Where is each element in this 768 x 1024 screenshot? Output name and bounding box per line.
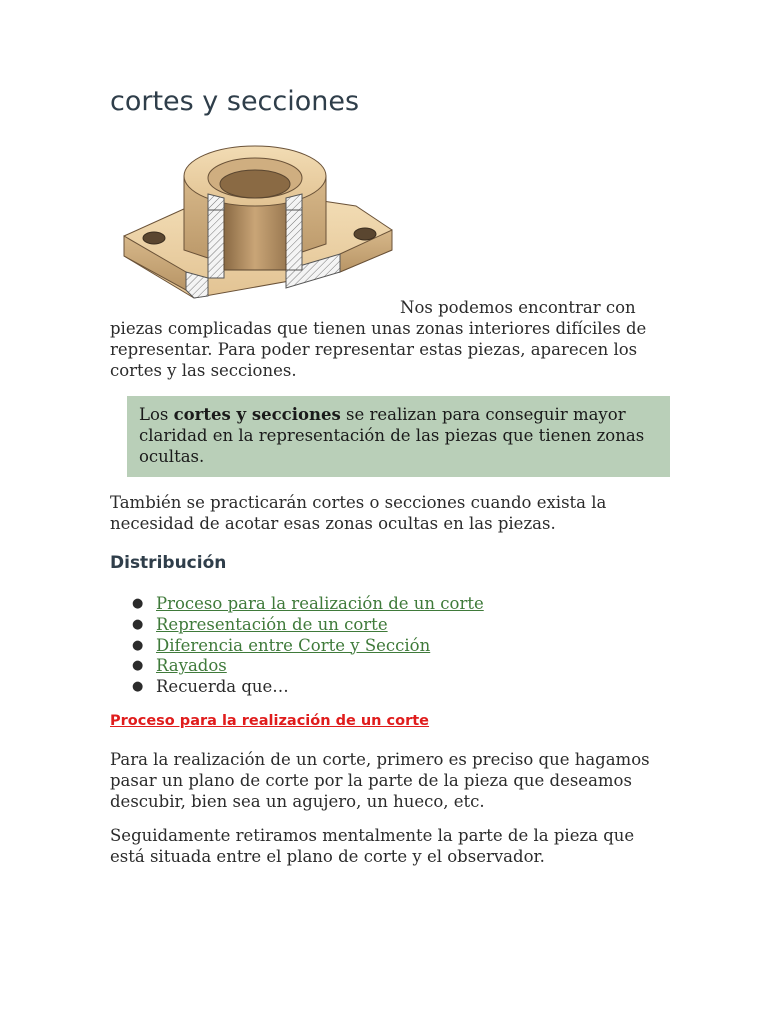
link-proceso[interactable]: Proceso para la realización de un corte <box>156 594 484 613</box>
paragraph-acotar: También se practicarán cortes o secciones cuando exista la necesidad de acotar esas zonas ocultas en las piezas. <box>110 493 607 533</box>
bullet-icon: ● <box>132 637 144 653</box>
link-rayados[interactable]: Rayados <box>156 656 227 676</box>
bullet-icon: ● <box>132 658 144 674</box>
section-heading-proceso[interactable]: Proceso para la realización de un corte <box>110 713 430 729</box>
distribution-heading: Distribución <box>110 553 227 573</box>
bullet-icon: ● <box>132 616 144 632</box>
definition-callout <box>127 396 670 477</box>
bullet-icon: ● <box>132 596 144 611</box>
callout-prefix: Los <box>139 405 174 424</box>
list-item <box>110 594 484 615</box>
link-diferencia[interactable]: Diferencia entre Corte y Sección <box>156 635 431 655</box>
sectioned-flange-illustration <box>116 138 406 310</box>
page-title: cortes y secciones <box>110 86 360 117</box>
list-item <box>110 677 484 698</box>
callout-suffix: se realizan para conseguir mayor claridad en la representación de las piezas que tienen zonas ocultas. <box>139 405 645 466</box>
list-item <box>110 615 484 636</box>
intro-rest: piezas complicadas que tienen unas zonas interiores difíciles de representar. Para poder representar estas piezas, aparecen los cortes y las secciones. <box>110 319 647 380</box>
distribution-list <box>110 594 484 698</box>
recuerda-text: Recuerda que… <box>156 677 289 697</box>
intro-lead: Nos podemos encontrar con <box>400 298 636 317</box>
list-item <box>110 656 484 677</box>
bullet-icon: ● <box>132 679 144 695</box>
paragraph-retiramos: Seguidamente retiramos mentalmente la parte de la pieza que está situada entre el plano de corte y el observador. <box>110 826 635 866</box>
list-item <box>110 636 484 657</box>
paragraph-proceso: Para la realización de un corte, primero es preciso que hagamos pasar un plano de corte por la parte de la pieza que deseamos descubir, bien sea un agujero, un hueco, etc. <box>110 750 650 811</box>
link-representacion[interactable]: Representación de un corte <box>156 614 388 634</box>
callout-bold-term: cortes y secciones <box>173 405 341 424</box>
intro-paragraph <box>110 297 670 381</box>
